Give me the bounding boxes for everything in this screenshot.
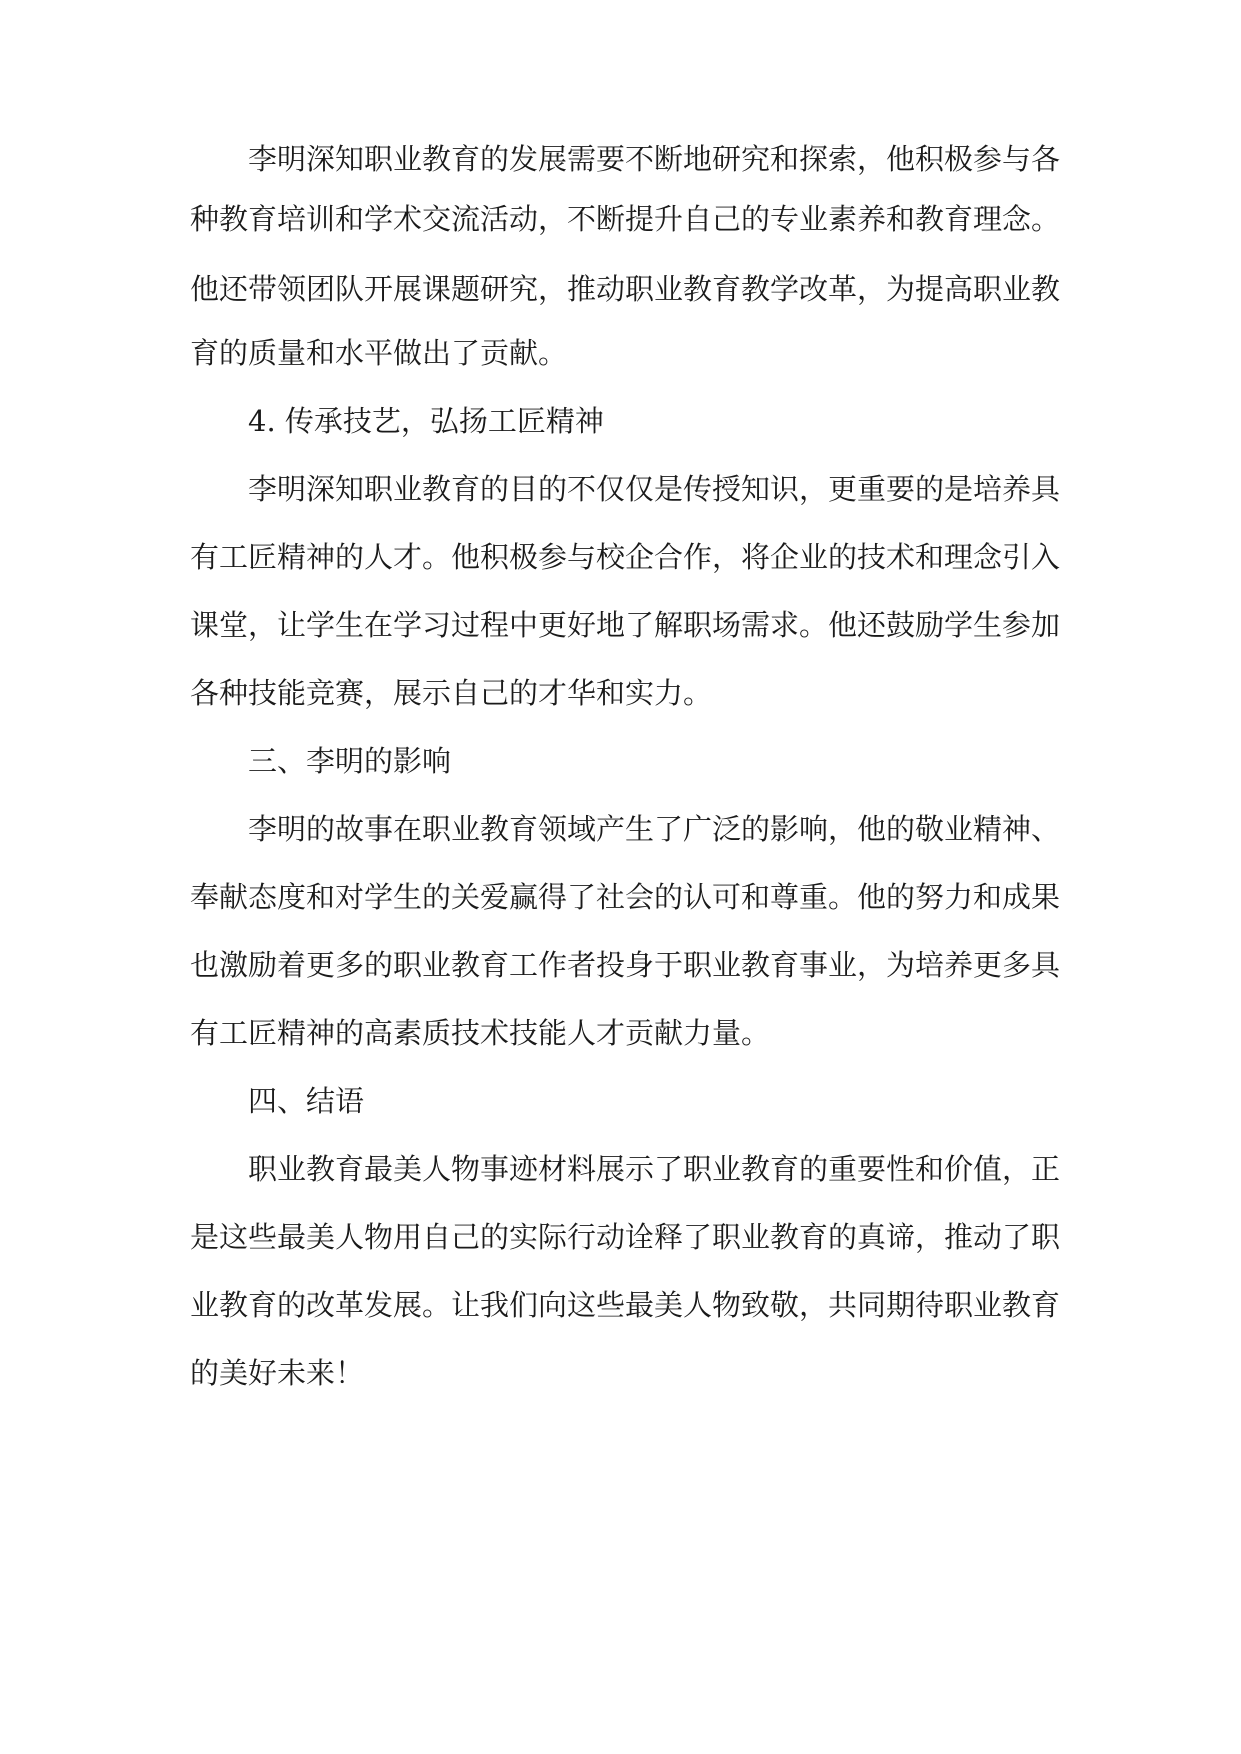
paragraph-2-line-3: 课堂，让学生在学习过程中更好地了解职场需求。他还鼓励学生参加 [190, 608, 1060, 642]
paragraph-4-line-2: 是这些最美人物用自己的实际行动诠释了职业教育的真谛，推动了职 [190, 1220, 1060, 1254]
paragraph-1-line-1: 李明深知职业教育的发展需要不断地研究和探索，他积极参与各 [248, 142, 1060, 176]
paragraph-2-line-4: 各种技能竞赛，展示自己的才华和实力。 [190, 676, 713, 710]
paragraph-3-line-1: 李明的故事在职业教育领域产生了广泛的影响，他的敬业精神、 [248, 812, 1060, 846]
paragraph-3-line-2: 奉献态度和对学生的关爱赢得了社会的认可和尊重。他的努力和成果 [190, 880, 1060, 914]
paragraph-4-line-4: 的美好未来！ [190, 1356, 365, 1390]
paragraph-2-line-2: 有工匠精神的人才。他积极参与校企合作，将企业的技术和理念引入 [190, 540, 1060, 574]
paragraph-4-line-1: 职业教育最美人物事迹材料展示了职业教育的重要性和价值，正 [248, 1152, 1060, 1186]
paragraph-2-line-1: 李明深知职业教育的目的不仅仅是传授知识，更重要的是培养具 [248, 472, 1060, 506]
paragraph-3-line-4: 有工匠精神的高素质技术技能人才贡献力量。 [190, 1016, 771, 1050]
section-heading-4: 4. 传承技艺，弘扬工匠精神 [248, 404, 604, 438]
paragraph-1-line-4: 育的质量和水平做出了贡献。 [190, 336, 568, 370]
paragraph-1-line-2: 种教育培训和学术交流活动，不断提升自己的专业素养和教育理念。 [190, 202, 1060, 236]
section-heading-3: 三、李明的影响 [248, 744, 452, 778]
paragraph-1-line-3: 他还带领团队开展课题研究，推动职业教育教学改革，为提高职业教 [190, 272, 1060, 306]
paragraph-4-line-3: 业教育的改革发展。让我们向这些最美人物致敬，共同期待职业教育 [190, 1288, 1060, 1322]
section-heading-conclusion: 四、结语 [248, 1084, 365, 1118]
paragraph-3-line-3: 也激励着更多的职业教育工作者投身于职业教育事业，为培养更多具 [190, 948, 1060, 982]
